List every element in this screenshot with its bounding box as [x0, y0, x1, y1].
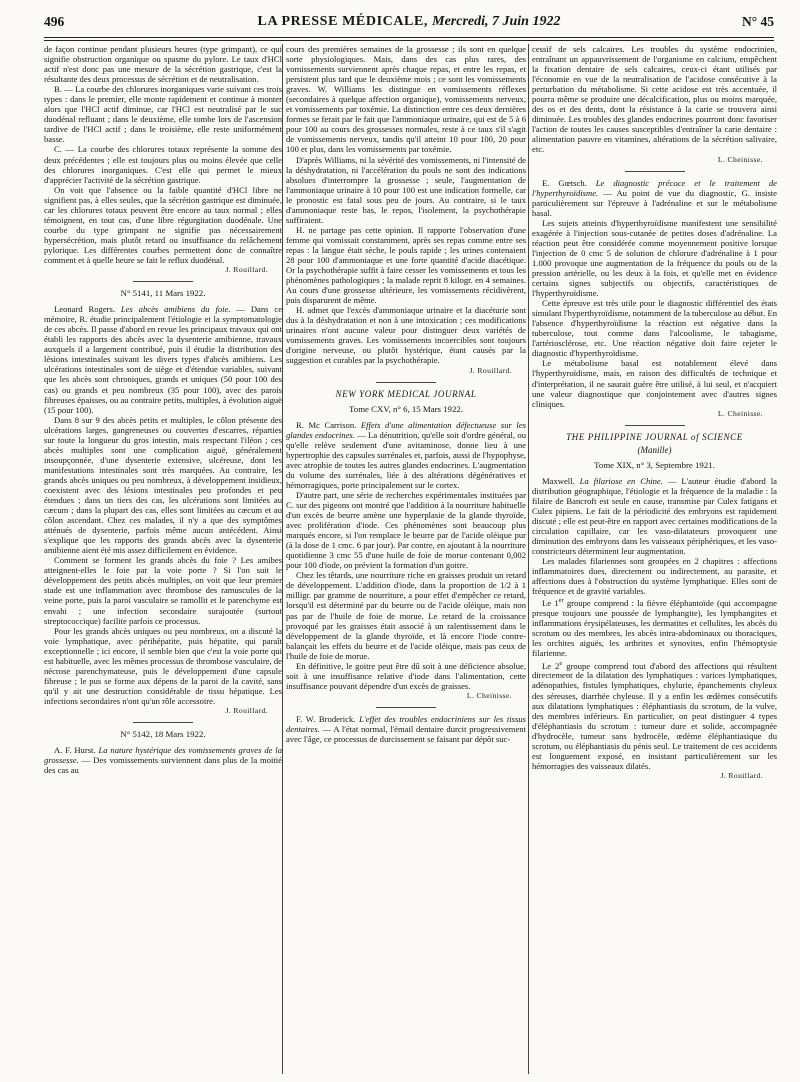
article-text: — A l'état normal, l'émail dentaire durcit progressivement avec l'âge, ce processus de durcissement se faisant par dépôt suc- [286, 724, 526, 745]
paragraph: Les malades filariennes sont groupées en 2 chapitres : affections inflammatoires dues, directement ou indirectement, au parasite, et affections dues à l'obstruction du système lymphatique. Elles sont de fréquence et de gravité variables. [532, 556, 777, 597]
article-title: L'effet des troubles endocriniens sur les tissus dentaires. [286, 713, 526, 734]
article-title: Le diagnostic précoce et le traitement de l'hyperthyroïdisme. [532, 177, 777, 198]
journal-name: LA PRESSE MÉDICALE, [257, 14, 429, 29]
paragraph: Les sujets atteints d'hyperthyroïdisme manifestent une sensibilité exagérée à l'injection sous-cutanée de petites doses d'adrénaline. La réaction peut être considérée comme moyennement positive lorsque l'injection de 0 cmc 5 de solution de chlorure d'adrénaline à 1 pour 1.000 provoque une augmentation de la fréquence du pouls ou de la pression artérielle, ou les deux à la fois, et qu'elle met en évidence certains signes subjectifs ou objectifs, caractéristiques de l'hyperthyroïdisme. [532, 217, 777, 299]
article-text: — Dans ce mémoire, R. étudie principalement l'étiologie et la symptomatologie de ces abcès. Il passe d'abord en revue les principaux travaux qui ont établi les rapports des abcès avec la dysenterie amibienne, travaux auxquels il a largement contribué, puis il étudie la distribution des lésions intestinales suivant les divers types d'abcès amibiens. Les ulcérations intestinales sont de siège et d'étendue variables, suivant que les abcès sont chroniques, grands et uniques (50 pour 100 des cas) ou grands et peu nombreux (35 pour 100), avec des parois fibreuses épaisses, ou au contraire petits, multiples, à évolution aiguë (15 pour 100). [44, 304, 282, 415]
paragraph: B. — La courbe des chlorures inorganiques varie suivant ces trois types : dans le premier, elle monte rapidement et continue à monter alors que l'HCl actif diminue, car l'HCl est neutralisé par le suc duodénal refluant ; dans le deuxième, elle tombe lors de l'ascension tardive de l'HCl actif ; dans le troisième, elle reste uniformément basse. [44, 84, 282, 145]
issue-number: N° 45 [741, 14, 774, 29]
article-title: Les abcès amibiens du foie. [120, 304, 231, 315]
journal-heading: THE PHILIPPINE JOURNAL of SCIENCE [566, 431, 743, 442]
article-title: La nature hystérique des vomissements graves de la grossesse. [44, 745, 282, 766]
issue-date: Mercredi, 7 Juin 1922 [432, 14, 561, 29]
article-abstract [44, 304, 282, 415]
separator [133, 722, 193, 723]
article-author: Leonard Rogers. [54, 304, 115, 315]
article-author: R. Mc Carrison. [296, 419, 357, 430]
signature: J. Rouillard. [469, 365, 512, 375]
paragraph: Chez les têtards, une nourriture riche en graisses produit un retard de développement. L'addition d'iode, dans la proportion de 1/2 à 1 milligr. par gramme de nourriture, a pour effet d'empêcher ce retard, lorsqu'il est déterminé par du beurre ou de l'acide oléique, mais non pas par de l'huile de foie de morue. Le retard de la croissance provoqué par les graisses était associé à un ralentissement dans le développement de la glande thyroïde, et là encore l'iode contre-balançait les effets du beurre et de l'acide oléique, mais pas ceux de l'huile de foie de morue. [286, 570, 526, 661]
header-rule [44, 37, 774, 38]
article-text: — Au point de vue du diagnostic, G. insiste particulièrement sur l'épreuve à l'adrénaline et sur le métabolisme basal. [532, 187, 777, 218]
paragraph: Dans 8 sur 9 des abcès petits et multiples, le côlon présente des ulcérations larges, gangreneuses ou couvertes d'escarres, réparties sur toute la longueur du gros intestin, mais respectant l'iléon ; ces abcès multiples sont une complication aiguë, généralement insoupçonnée, d'une dysenterie extensive, ulcéreuse, dont les manifestations intestinales sont très marquées. Au contraire, les grands abcès uniques ou peu nombreux, à développement insidieux, coexistent avec des lésions intestinales peu profondes et peu étendues ; dans un tiers des cas, les ulcérations sont limitées au cæcum ; dans la plupart des cas, elles sont limitées au cæcum et au côlon ascendant. Chez ces malades, il n'y a que des symptômes atténués de dysenterie, parfois même aucun antécédent. Ainsi s'explique que les rapports des grands abcès avec la dysenterie amibienne aient été mis assez difficilement en évidence. [44, 414, 282, 556]
signature: L. Cheinisse. [717, 408, 763, 418]
issue-line: N° 5142, 18 Mars 1922. [120, 729, 206, 740]
article-title: Effets d'une alimentation défectueuse sur les glandes endocrines. [286, 419, 526, 440]
paragraph: Comment se forment les grands abcès du foie ? Les amibes atteignent-elles le foie par la voie porte ? Si l'on suit le développement des petits abcès multiples, on voit que leur premier stade est une inflammation avec thrombose des ramuscules de la veine porte, puis la paroi vasculaire se ramollit et le parenchyme est envahi ; une infection secondaire surajoutée (surtout streptococcique) facilite parfois ce processus. [44, 555, 282, 626]
article-text: — L'auteur étudie d'abord la distribution géographique, l'étiologie et la fréquence de la maladie : la filaire de Bancroft est seule en cause, transmise par Culex fatigans et Culex pipiens. Le fait de la périodicité des embryons est rapidement discuté ; elle est peut-être en rapport avec certaines modifications de la circulation capillaire, car les vaso-dilatateurs provoquent une diminution des embryons dans les vaisseaux périphériques, et les vaso-constricteurs déterminent leur augmentation. [532, 475, 777, 557]
paragraph: Cette épreuve est très utile pour le diagnostic différentiel des états simulant l'hyperthyroïdisme, notamment de la tuberculose au début. En l'absence d'hyperthyroïdisme la réaction est négative dans la tuberculose, tout comme dans l'alcoolisme, le tabagisme, l'artériosclérose, etc. Une réaction négative doit faire rejeter le diagnostic d'hyperthyroïdisme. [532, 298, 777, 359]
issue-line: Tome XIX, n° 3, Septembre 1921. [594, 459, 715, 470]
paragraph: H. ne partage pas cette opinion. Il rapporte l'observation d'une femme qui vomissait constamment, après ses repas comme entre ses repas : la langue était sèche, le pouls rapide ; les urines contenaient 28 pour 100 d'ammoniaque et une forte quantité d'acide diacétique. Or la psychothérapie suffit à faire cesser les vomissements et tous les phénomènes pathologiques ; la malade reprit 8 kilogr. en 4 semaines. Au cours d'une grossesse ultérieure, les vomissements récidivèrent, puis disparurent de même. [286, 224, 526, 306]
text-run: Le 2 [542, 660, 560, 671]
journal-heading: NEW YORK MEDICAL JOURNAL [335, 388, 477, 399]
paragraph: C. — La courbe des chlorures totaux représente la somme des deux précédentes ; elle est toujours plus ou moins élevée que celle des chlorures inorganiques. C'est elle qui permet le mieux d'apprécier l'activité de la sécrétion gastrique. [44, 144, 282, 185]
paragraph: Pour les grands abcès uniques ou peu nombreux, on a discuté la voie lymphatique, avec périhépatite, puis hépatite, qui paraît exceptionnelle ; ici encore, il semble bien que c'est la voie porte qui est habituelle, avec les mêmes processus de thrombose vasculaire, de nécrose parenchymateuse, puis le développement d'une capsule fibreuse ; le pus se forme aux dépens de la paroi de la cavité, sans qu'il y ait une destruction considérable de tissu hépatique. Les infections secondaires n'ont qu'un rôle accessoire. [44, 625, 282, 706]
column-right [532, 44, 777, 1074]
paragraph: de façon continue pendant plusieurs heures (type grimpant), ce qui signifie obstruction organique ou spasme du pylore. Le taux d'HCl actif n'est donc pas une mesure de la sécrétion gastrique, c'est la résultante des deux processus de sécrétion et de neutralisation. [44, 44, 282, 85]
article-abstract [532, 178, 777, 218]
separator [376, 707, 436, 708]
issue-line: Tome CXV, n° 6, 15 Mars 1922. [349, 403, 463, 414]
text-run: groupe comprend tout d'abord des affections qui résultent directement de la dilatation des lymphatiques : varices lymphatiques, adénopathies, fistules lymphatiques, chylurie, épanchements chyleux des séreuses, diarrhée chyleuse. Il y a enfin les œdèmes consécutifs aux dilatations lymphatiques : éléphantiasis du scrotum, de la vulve, des membres inférieurs. En particulier, on peut distinguer 4 types d'éléphantiasis du scrotum : tumeur dure et solide, accompagnée d'hydrocèle, tumeur sans hydrocèle, œdème éléphantiasique du scrotum, ou éléphantiasis du pénis seul. Le traitement de ces accidents est longuement exposé, en insistant particulièrement sur les hémorragies des vaisseaux dilatés. [532, 660, 777, 771]
superscript: er [558, 597, 564, 605]
article-text: — Des vomissements surviennent dans plus de la moitié des cas au [44, 755, 282, 776]
text-run: Le 1 [542, 598, 559, 609]
article-abstract [532, 476, 777, 556]
separator [625, 171, 685, 172]
column-divider [282, 44, 283, 1074]
paragraph: Le métabolisme basal est notablement élevé dans l'hyperthyroïdisme, mais, en raison des difficultés de technique et d'interprétation, il ne saurait guère être utilisé, à lui seul, et n'acquiert une valeur diagnostique que conjointement avec d'autres signes cliniques. [532, 358, 777, 409]
article-author: Maxwell. [542, 475, 575, 486]
separator [376, 382, 436, 383]
paragraph: cours des premières semaines de la grossesse ; ils sont en quelque sorte physiologiques. Mais, dans des cas plus rares, des vomissements surviennent après chaque repas, et entre les repas, et persistent plus tard que le deuxième mois ; ce sont les vomissements graves. W. Williams les distingue en vomissements réflexes (secondaires à quelque affection organique), vomissements nerveux, et vomissements par toxémie. La distinction entre ces deux dernières formes se ferait par le fait que l'ammoniaque urinaire, qui est de 5 à 6 pour 100 au cours des grossesses normales, reste à ce taux s'il s'agit de vomissements nerveux, tandis qu'il atteint 10 pour 100, 20 pour 100 et plus, dans les vomissements par toxémie. [286, 44, 526, 155]
text-run: groupe comprend : la fièvre éléphantoïde (qui accompagne presque toujours une poussée de lymphangite), les lymphangites et inflammations érysipélateuses, les dermatites et cellulites, les abcès du scrotum ou des membres, les abcès intra-abdominaux ou thoraciques, les orchites aiguës, les arthrites et synovites, enfin l'hémoptysie filarienne. [532, 598, 777, 659]
separator [133, 281, 193, 282]
superscript: e [559, 659, 563, 667]
paragraph: H. admet que l'excès d'ammoniaque urinaire et la diacéturie sont dus à la déshydratation et non à une intoxication ; ces modifications urinaires n'ont aucune valeur pour distinguer deux variétés de vomissements graves. Les vomissements incoercibles sont toujours d'origine nerveuse, ou plutôt hystérique, étant causés par la suggestion et curables par la psychothérapie. [286, 305, 526, 366]
article-abstract [44, 745, 282, 775]
header-rule-double [44, 40, 774, 41]
column-left [44, 44, 282, 1074]
issue-line: N° 5141, 11 Mars 1922. [120, 288, 206, 299]
paragraph: D'autre part, une série de recherches expérimentales instituées par C. sur des pigeons ont montré que l'addition à la nourriture habituelle d'un excès de beurre amène une hyperplasie de la glande thyroïde, avec prolifération d'iode. Ces phénomènes sont beaucoup plus marqués encore, si l'on remplace le beurre par de l'acide oléique pur (à la dose de 1 cmc. 6 par jour). Par contre, en ajoutant à la nourriture quotidienne 3 cmc 55 d'une huile de foie de morue contenant 0,002 pour 100 d'iode, on prévient la formation d'un goitre. [286, 489, 526, 571]
column-divider [528, 44, 529, 1074]
article-text: — La dénutrition, qu'elle soit d'ordre général, ou qu'elle relève seulement d'une avitaminose, donne lieu à une hypertrophie des capsules surrénales et, parfois, aussi de l'hypophyse, avec atrophie de toutes les autres glandes endocrines. L'augmentation du volume des surrénales, liée à des altérations dégénératives et hémorragiques, porte principalement sur le cortex. [286, 429, 526, 490]
article-abstract [286, 714, 526, 744]
signature: L. Cheinisse. [717, 154, 763, 164]
paragraph: cessif de sels calcaires. Les troubles du système endocrinien, entraînant un appauvrissement de l'organisme en calcium, empêchent la fixation dentaire de sels calcaires, ceux-ci étant utilisés par l'économie en vue de la neutralisation de l'acidose consécutive à la perturbation du métabolisme. Si cette acidose est très accentuée, il pourra même se produire une décalcification, plus ou moins marquée, des os et des dents, dont la résistance à la carie se trouvera ainsi diminuée. Les troubles des glandes endocrines pourront donc favoriser l'action de toutes les causes susceptibles d'entraîner la carie dentaire : alimentation pauvre en vitamines, altérations de la sécrétion salivaire, etc. [532, 44, 777, 155]
signature: L. Cheinisse. [466, 690, 512, 700]
paragraph [532, 596, 777, 658]
running-title [44, 14, 774, 30]
paragraph: D'après Williams, ni la sévérité des vomissements, ni l'intensité de la déshydratation, ni l'accélération du pouls ne sont des indications absolues d'interrompre la grossesse ; seule, l'augmentation de l'ammoniaque urinaire à 10 pour 100 est une indication formelle, car le pronostic est fatal sous peu de jours. Au contraire, si le taux d'ammoniaque reste bas, le repos, l'isolement, la psychothérapie suffiraient. [286, 154, 526, 225]
page-header [44, 14, 774, 36]
article-author: A. F. Hurst. [54, 745, 96, 756]
signature: J. Rouillard. [720, 770, 763, 780]
paragraph: On voit que l'absence ou la faible quantité d'HCl libre ne signifient pas, à elles seules, que la sécrétion gastrique est diminuée, car les chlorures totaux peuvent être encore au taux normal ; elles témoignent, en tout cas, d'une libre régurgitation duodénale. Une courbe du type grimpant ne signifie pas nécessairement hypersécrétion, mais plutôt retard ou insuffisance du relâchement pylorique. Les différentes courbes permettent donc de connaître comment et à quelle heure se fait le reflux duodénal. [44, 184, 282, 265]
signature: J. Rouillard. [225, 265, 268, 275]
article-author: E. Gœtsch. [542, 177, 587, 188]
journal-city: (Manille) [637, 444, 672, 455]
page-number: 496 [44, 14, 65, 29]
article-title: La filariose en Chine. [579, 475, 663, 486]
paragraph [532, 659, 777, 771]
signature: J. Rouillard. [225, 706, 268, 715]
separator [625, 425, 685, 426]
column-middle [286, 44, 526, 1074]
article-abstract [286, 420, 526, 490]
paragraph: En définitive, le goitre peut être dû soit à une déficience absolue, soit à une insuffisance relative d'iode dans l'alimentation, cette insuffisance pouvant dépendre d'un excès de graisses. [286, 660, 526, 691]
article-author: F. W. Broderick. [296, 713, 356, 724]
